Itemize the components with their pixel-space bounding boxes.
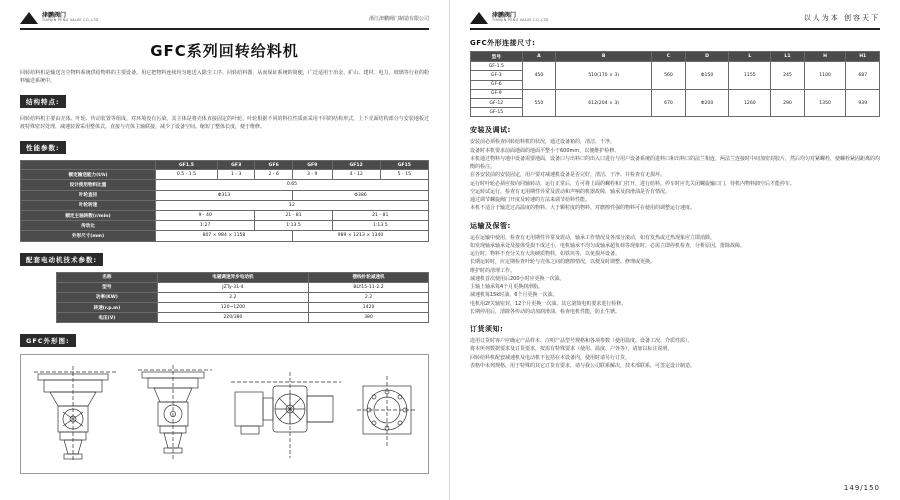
table-row	[21, 221, 429, 231]
cell-model: GF-15	[471, 108, 523, 117]
intro-paragraph: 回转给料机是输送含尘物料系统供给物料的主要设备。用它把物料连续均匀地送入除尘工序、回转给料器，从而保证系统的简便，广泛适用于冶金、矿山、建材、电力、玻璃等行业的粉料输送系统中。	[20, 70, 429, 84]
col-head-gf15: GF1.5	[155, 161, 217, 170]
col-head-name: 名称	[57, 272, 158, 282]
row-label: 转速(r.p.m)	[57, 303, 158, 313]
list-item: 通过调节螺旋阀门开度及转速的方法来调节给料性能。	[470, 197, 591, 204]
list-item: 空运转试运行，检查有无用期性异常及震动和声响的机器故障，轴承及润滑油是否有情况。	[470, 188, 671, 195]
list-item: 长期停用后，清除各传动的动加润滑油，检查电机性能，防止生锈。	[470, 308, 621, 315]
col-head-model: 型号	[471, 52, 523, 62]
col-head-d: D	[685, 52, 729, 62]
list-item: 维护时的清理工作。	[470, 267, 516, 274]
table-row	[57, 313, 429, 323]
col-head-h: H	[804, 52, 846, 62]
col-head-a: A	[522, 52, 555, 62]
maintenance-list	[470, 234, 880, 317]
page-number: 149/150	[843, 484, 880, 492]
section-performance-heading: 性能参数:	[20, 141, 66, 154]
ordering-heading: 订货须知:	[470, 325, 504, 334]
col-head-motor: 电磁调速异步电动机	[157, 272, 308, 282]
cell: 0.65	[155, 180, 428, 190]
row-label: 设计使用物料比重	[21, 180, 156, 190]
col-head-blank	[21, 161, 156, 170]
cell: 670	[652, 89, 685, 117]
list-item: 设备时本机要求前面地面的地面平整小于600mm，以便维护检修。	[470, 147, 620, 154]
table-row	[21, 180, 429, 190]
right-page-header	[470, 12, 880, 30]
section-motor-heading: 配套电动机技术参数:	[20, 253, 103, 266]
company-logo	[470, 12, 548, 24]
cell: 5 - 15	[380, 170, 428, 180]
maintenance-heading: 运输及保管:	[470, 221, 511, 230]
logo-triangle-icon	[20, 12, 38, 24]
table-row	[21, 190, 429, 200]
list-item: 在各安装前的安装固定，用户要对减速机设备是否完好，清洁、干净、并检查有无损坏。	[470, 172, 666, 179]
structure-paragraph: 回转给料机主要由壳体、叶轮、传动装置等组成，对环境没有污染。其主体是将壳体直接固定的叶轮，叶轮根据不同的料位性质而采用不同的结构形式，上下壳面结构部分与安装地板过渡特殊密封处理，减速装置采用整体式，直接与壳体主轴联接，减少了设备空间、缩短了整体长度，便于维修。	[20, 116, 429, 130]
cell: 21 - 81	[332, 210, 428, 220]
col-head-gf3: GF3	[217, 161, 255, 170]
list-item: 减速机首次使用后200小时应更换一次油。	[470, 275, 565, 282]
col-head-c: C	[652, 52, 685, 62]
company-name: 浙江津鹏阀门制造有限公司	[368, 15, 429, 22]
drawing-front-view	[30, 362, 122, 466]
list-item: 选用订货时客户应确定产品样本、注明产品型号规格和各项参数（使用温度、设备工况、介质性质）。	[470, 338, 693, 345]
col-head-h1: H1	[846, 52, 880, 62]
brand-subtitle: TIANJIN PENG VALVE CO.,LTD	[42, 18, 99, 23]
cell: 1:13.5	[332, 221, 428, 231]
table-row	[21, 170, 429, 180]
cell: 9 - 40	[155, 210, 255, 220]
cell: 560	[652, 62, 685, 90]
row-label: 叶轮转速	[21, 200, 156, 210]
cell-model: GF-3	[471, 71, 523, 80]
table-row	[21, 200, 429, 210]
left-page-header	[20, 12, 429, 30]
logo-text	[492, 13, 548, 24]
col-head-gf12: GF12	[332, 161, 380, 170]
drawing-assembly-view	[227, 362, 345, 466]
row-label: 型号	[57, 282, 158, 292]
cell: 989 × 1213 × 1340	[292, 231, 428, 241]
cell: 1:13.5	[255, 221, 332, 231]
table-row	[471, 89, 880, 98]
col-head-gf6: GF6	[255, 161, 293, 170]
brand-name: 津鹏阀门	[492, 11, 517, 19]
cell: 12	[155, 200, 428, 210]
list-item: 运行时叶轮必须应按向同轴转动，运行正常后，方可将上面的螺栓和门打开，进行给料。停车时应先关闭螺旋输口门，待机内物料卸空后才能停车。	[470, 180, 796, 187]
cell: 1 - 3	[217, 170, 255, 180]
cell: JZTy-31-4	[157, 282, 308, 292]
cell: 245	[771, 62, 804, 90]
cell: 1155	[729, 62, 771, 90]
cell-model: GF-12	[471, 98, 523, 107]
cell: 939	[846, 89, 880, 117]
cell: 1260	[729, 89, 771, 117]
motor-table-wrap	[20, 272, 429, 324]
installation-list	[470, 138, 880, 212]
list-item: 长期运转时，应定期检查叶轮与壳体之间的磨擦情况，以便及时调整、修理或更换。	[470, 259, 656, 266]
row-label: 额定主轴转数(r/min)	[21, 210, 156, 220]
cell: 450	[522, 62, 555, 90]
drawing-flange-view	[355, 362, 419, 466]
col-head-reducer: 摆线针轮减速机	[309, 272, 429, 282]
dimension-table	[470, 51, 880, 117]
logo-text	[42, 13, 98, 24]
col-head-l1: L1	[771, 52, 804, 62]
table-row	[21, 210, 429, 220]
list-item: 安装前必须检查回转给料机的状况，通过设备箱的，清洁、干净。	[470, 139, 616, 146]
performance-table-wrap	[20, 160, 429, 242]
cell: Φ200	[685, 89, 729, 117]
cell: Φ150	[685, 62, 729, 90]
row-label: 电压(V)	[57, 313, 158, 323]
logo-triangle-icon	[470, 12, 488, 24]
cell-model: GF-1.5	[471, 62, 523, 71]
list-item: 电机用2f关轴密封，12个月更换一次油。其它滚筒电机要求进行检修。	[470, 300, 627, 307]
cell: 380	[309, 313, 429, 323]
row-label: 传动比	[21, 221, 156, 231]
list-item: 本机通过物料与地中设备需要地面，设备口与出料口的出入口进行与用户设备系统的进料口和出料口的法兰相连，两法兰连接时中间加密封胶片，然后均匀对紧螺栓，使螺栓紧固距离的均衡的检注。	[470, 155, 881, 171]
table-header-row	[57, 272, 429, 282]
row-label: 叶轮直径	[21, 190, 156, 200]
cell: 550	[522, 89, 555, 117]
row-label: 功率(KW)	[57, 292, 158, 302]
section-structure-heading: 结构特点:	[20, 95, 66, 108]
col-head-gf15b: GF15	[380, 161, 428, 170]
list-item: 减速机每15k时油，6个月更换一次油。	[470, 292, 558, 299]
table-header-row	[471, 52, 880, 62]
cell: 612(204 × 3)	[556, 89, 652, 117]
cell: 1100	[804, 62, 846, 90]
list-item: 主轴上轴承每4个月更换润滑脂。	[470, 284, 544, 291]
cell: 2.2	[309, 292, 429, 302]
brand-subtitle: TIANJIN PENG VALVE CO.,LTD	[492, 18, 549, 23]
row-label: 额定输送能力(t/h)	[21, 170, 156, 180]
cell: 120~1200	[157, 303, 308, 313]
performance-table	[20, 160, 429, 242]
row-label: 外形尺寸(mm)	[21, 231, 156, 241]
ordering-list	[470, 337, 880, 370]
cell-model: GF-9	[471, 89, 523, 98]
cell: Φ313	[155, 190, 292, 200]
cell: 1:27	[155, 221, 255, 231]
cell: BLY15-11-2.2	[309, 282, 429, 292]
brand-name: 津鹏阀门	[42, 11, 67, 19]
page-title: GFC系列回转给料机	[150, 42, 299, 60]
list-item: 回转给料机配套减速机及电动机不包括在本设备内，使用时请另行订货。	[470, 354, 631, 361]
right-page	[450, 0, 900, 500]
cell: 1420	[309, 303, 429, 313]
motor-table	[56, 272, 429, 324]
cell: 4 - 12	[332, 170, 380, 180]
list-item: 将本所列数据要求及订货要求，按需有特殊要求（使用、温度、户外等），请加以标注说明。	[470, 346, 673, 353]
company-logo	[20, 12, 98, 24]
cell: 2.2	[157, 292, 308, 302]
installation-heading: 安装及调试:	[470, 126, 511, 135]
cell: Φ386	[292, 190, 428, 200]
dimension-table-wrap	[470, 51, 880, 117]
cell: 21 - 81	[255, 210, 332, 220]
table-row	[57, 303, 429, 313]
table-header-row	[21, 161, 429, 170]
table-row	[21, 231, 429, 241]
cell: 220/380	[157, 313, 308, 323]
outline-drawing-figure	[20, 354, 429, 474]
col-head-b: B	[556, 52, 652, 62]
table-row	[471, 62, 880, 71]
section-drawing-heading: GFC外形图:	[20, 334, 76, 347]
list-item: 如发现轴承轴承处及接体受损不成过小，电机轴承不均匀或轴承超负荷等现象时，必需立即停机检查，分析原因，排除故障。	[470, 242, 746, 249]
company-slogan: 以人为本 创容天下	[803, 14, 880, 22]
drawing-side-view	[132, 362, 218, 466]
table-row	[57, 292, 429, 302]
list-item: 运在运输中使用，检查有无用期性异常及震动，轴承工作情况及各部分滚动，如有发热或过热现象应立即消除。	[470, 234, 716, 241]
list-item: 本机不适合于输送过高温度的物料、大于颗粒度的物料、对磨擦性强的物料可在使用的调整运行速度。	[470, 205, 696, 212]
cell: 0.5 - 1.5	[155, 170, 217, 180]
cell: 1350	[804, 89, 846, 117]
cell: 2 - 6	[255, 170, 293, 180]
cell: 290	[771, 89, 804, 117]
cell-model: GF-6	[471, 80, 523, 89]
col-head-l: L	[729, 52, 771, 62]
table-row	[57, 282, 429, 292]
col-head-gf9: GF9	[292, 161, 332, 170]
cell: 3 - 9	[292, 170, 332, 180]
cell: 510(170 × 3)	[556, 62, 652, 90]
list-item: 表格中未列规格，用于特殊的其它订货有要求，请与我公司联系解决，技术部联系，可签定设计制造。	[470, 362, 696, 369]
cell: 687	[846, 62, 880, 90]
list-item: 运行时，物料不充分关有大块硬质物料，如铁块等，以免损坏设备。	[470, 251, 621, 258]
dimension-heading: GFC外形连接尺寸:	[470, 39, 536, 47]
cell: 807 × 984 × 1158	[155, 231, 292, 241]
